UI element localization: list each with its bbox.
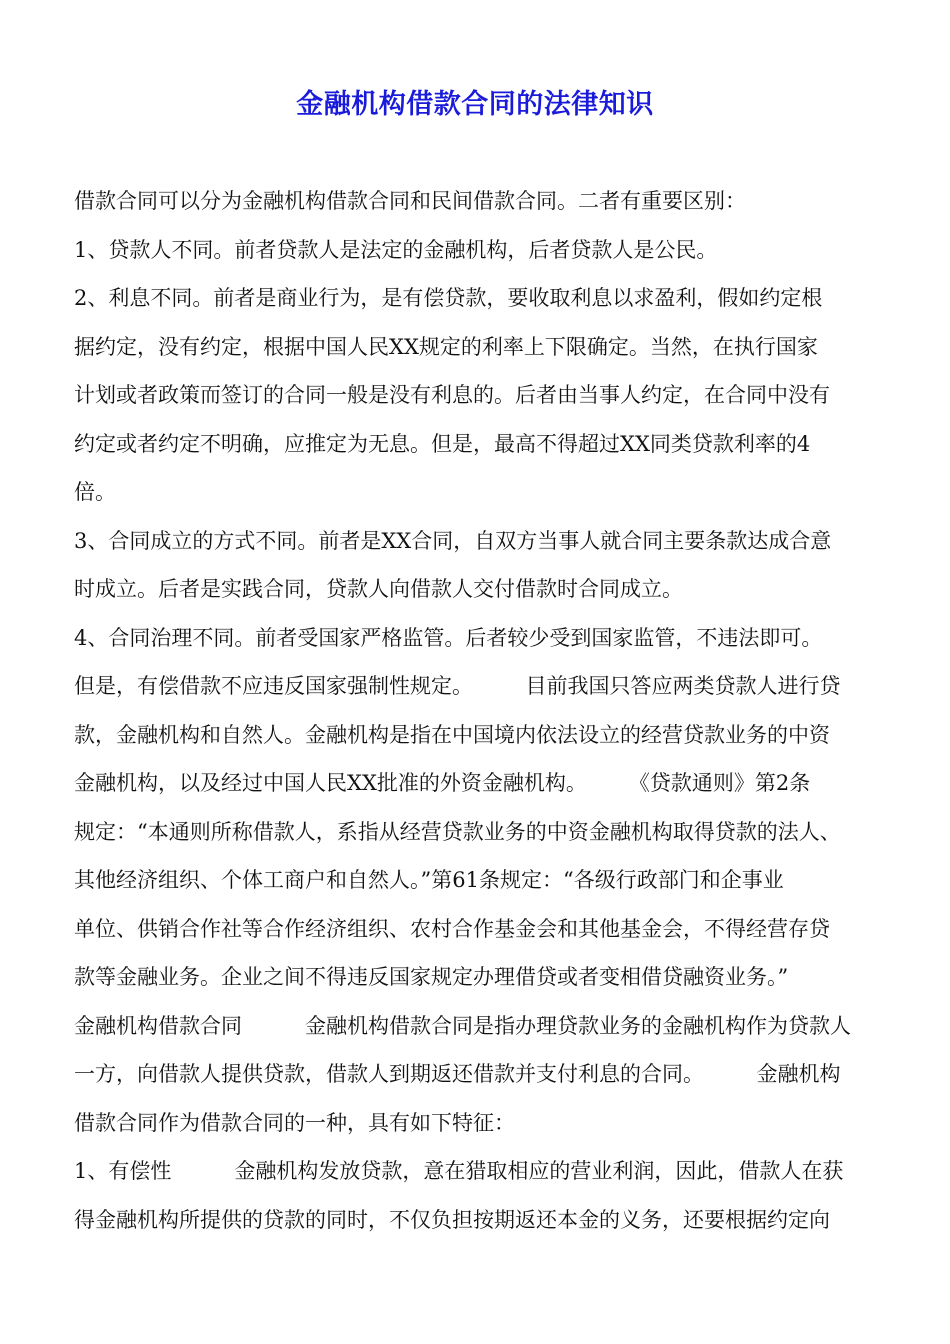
paragraph-line: 得金融机构所提供的贷款的同时，不仅负担按期返还本金的义务，还要根据约定向: [74, 1207, 830, 1232]
document-body: [74, 182, 894, 1239]
paragraph-line: 金融机构借款合同 金融机构借款合同是指办理贷款业务的金融机构作为贷款人: [74, 1013, 851, 1038]
paragraph-line: 时成立。后者是实践合同，贷款人向借款人交付借款时合同成立。: [74, 577, 683, 601]
paragraph-line: 借款合同可以分为金融机构借款合同和民间借款合同。二者有重要区别：: [74, 189, 746, 213]
paragraph-line: 规定：“本通则所称借款人，系指从经营贷款业务的中资金融机构取得贷款的法人、: [74, 819, 841, 844]
paragraph-line: 款，金融机构和自然人。金融机构是指在中国境内依法设立的经营贷款业务的中资: [74, 722, 830, 747]
paragraph-line: 单位、供销合作社等合作经济组织、农村合作基金会和其他基金会，不得经营存贷: [74, 916, 830, 941]
paragraph-line: 计划或者政策而签订的合同一般是没有利息的。后者由当事人约定，在合同中没有: [74, 383, 830, 407]
paragraph-line: 借款合同作为借款合同的一种，具有如下特征：: [74, 1110, 515, 1135]
paragraph-line: 金融机构，以及经过中国人民XX批准的外资金融机构。 《贷款通则》第2条: [74, 771, 811, 795]
paragraph-line: 1、有偿性 金融机构发放贷款，意在猎取相应的营业利润，因此，借款人在获: [74, 1159, 844, 1183]
paragraph-line: 1、贷款人不同。前者贷款人是法定的金融机构，后者贷款人是公民。: [74, 237, 718, 262]
paragraph-line: 一方，向借款人提供贷款，借款人到期返还借款并支付利息的合同。 金融机构: [74, 1062, 841, 1086]
paragraph-line: 据约定，没有约定，根据中国人民XX规定的利率上下限确定。当然，在执行国家: [74, 334, 818, 359]
paragraph-line: 2、利息不同。前者是商业行为，是有偿贷款，要收取利息以求盈利，假如约定根: [74, 286, 823, 310]
paragraph-line: 款等金融业务。企业之间不得违反国家规定办理借贷或者变相借贷融资业务。”: [74, 965, 789, 989]
paragraph-line: 倍。: [74, 480, 116, 504]
paragraph-line: 4、合同治理不同。前者受国家严格监管。后者较少受到国家监管，不违法即可。: [74, 625, 823, 650]
document-title: 金融机构借款合同的法律知识: [296, 89, 654, 120]
paragraph-line: 但是，有偿借款不应违反国家强制性规定。 目前我国只答应两类贷款人进行贷: [74, 674, 841, 698]
paragraph-line: 3、合同成立的方式不同。前者是XX合同，自双方当事人就合同主要条款达成合意: [74, 528, 832, 553]
paragraph-line: 其他经济组织、个体工商户和自然人。”第61条规定：“各级行政部门和企事业: [74, 868, 784, 892]
paragraph-line: 约定或者约定不明确，应推定为无息。但是，最高不得超过XX同类贷款利率的4: [74, 431, 811, 456]
